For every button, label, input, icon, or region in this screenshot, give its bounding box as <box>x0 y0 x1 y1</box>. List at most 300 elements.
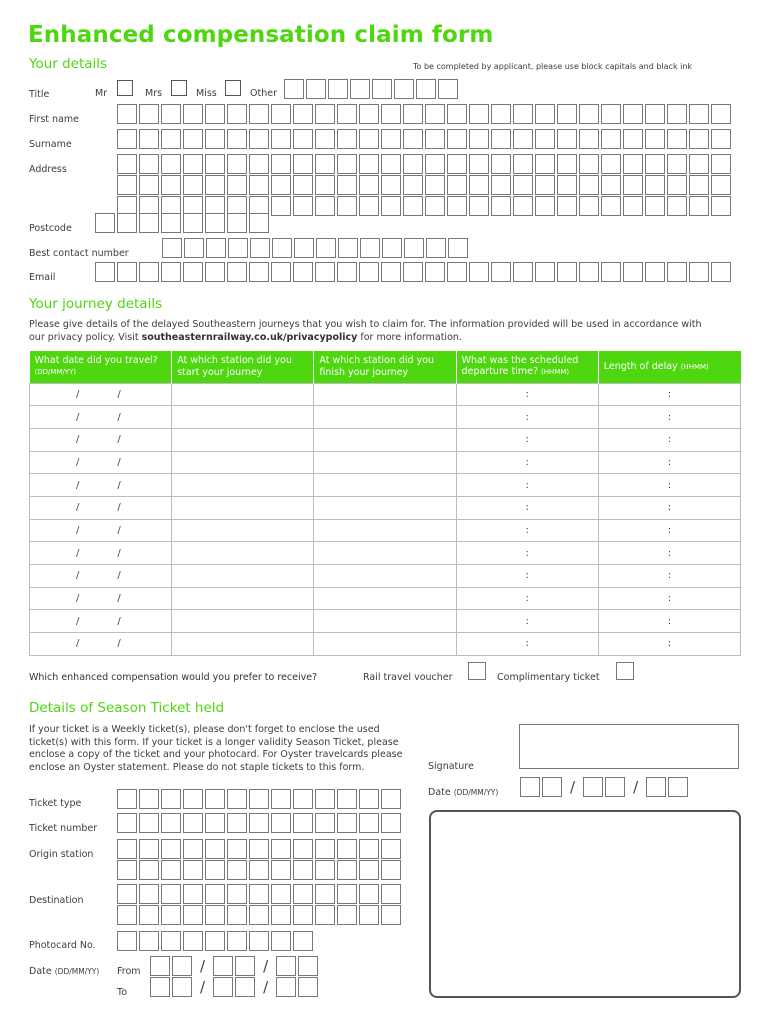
departure-time-cell[interactable]: : <box>456 383 598 406</box>
char-box[interactable] <box>227 813 247 833</box>
char-box[interactable] <box>689 262 709 282</box>
char-box[interactable] <box>579 104 599 124</box>
char-box[interactable] <box>117 813 137 833</box>
char-box[interactable] <box>293 860 313 880</box>
start-station-cell[interactable] <box>172 587 314 610</box>
char-box[interactable] <box>249 905 269 925</box>
char-box[interactable] <box>667 104 687 124</box>
char-box[interactable] <box>359 175 379 195</box>
char-box[interactable] <box>513 175 533 195</box>
char-box[interactable] <box>469 175 489 195</box>
char-box[interactable] <box>425 129 445 149</box>
voucher-checkbox[interactable] <box>468 662 486 680</box>
char-box[interactable] <box>535 129 555 149</box>
char-box[interactable] <box>293 813 313 833</box>
char-box[interactable] <box>689 129 709 149</box>
char-box[interactable] <box>359 129 379 149</box>
char-box[interactable] <box>206 238 226 258</box>
char-box[interactable] <box>235 956 255 976</box>
start-station-cell[interactable] <box>172 474 314 497</box>
start-station-cell[interactable] <box>172 633 314 656</box>
char-box[interactable] <box>139 175 159 195</box>
char-box[interactable] <box>227 104 247 124</box>
destination-line-2[interactable] <box>117 905 401 925</box>
char-box[interactable] <box>583 777 603 797</box>
char-box[interactable] <box>605 777 625 797</box>
char-box[interactable] <box>601 154 621 174</box>
char-box[interactable] <box>235 977 255 997</box>
travel-date-cell[interactable]: / / <box>30 496 172 519</box>
char-box[interactable] <box>205 905 225 925</box>
char-box[interactable] <box>205 884 225 904</box>
char-box[interactable] <box>315 154 335 174</box>
start-station-cell[interactable] <box>172 451 314 474</box>
char-box[interactable] <box>601 129 621 149</box>
char-box[interactable] <box>469 129 489 149</box>
char-box[interactable] <box>271 931 291 951</box>
char-box[interactable] <box>249 884 269 904</box>
char-box[interactable] <box>337 905 357 925</box>
char-box[interactable] <box>668 777 688 797</box>
start-station-cell[interactable] <box>172 519 314 542</box>
char-box[interactable] <box>298 956 318 976</box>
delay-cell[interactable]: : <box>598 451 740 474</box>
char-box[interactable] <box>95 262 115 282</box>
title-other-field[interactable] <box>284 79 458 99</box>
signature-date-field[interactable] <box>520 777 688 797</box>
char-box[interactable] <box>249 129 269 149</box>
char-box[interactable] <box>372 79 392 99</box>
char-box[interactable] <box>535 196 555 216</box>
char-box[interactable] <box>394 79 414 99</box>
privacy-link[interactable]: southeasternrailway.co.uk/privacypolicy <box>141 331 358 343</box>
char-box[interactable] <box>117 789 137 809</box>
char-box[interactable] <box>139 789 159 809</box>
char-box[interactable] <box>117 129 137 149</box>
char-box[interactable] <box>227 839 247 859</box>
travel-date-cell[interactable]: / / <box>30 610 172 633</box>
char-box[interactable] <box>645 129 665 149</box>
char-box[interactable] <box>117 905 137 925</box>
char-box[interactable] <box>667 175 687 195</box>
title-mrs-checkbox[interactable] <box>171 80 187 96</box>
char-box[interactable] <box>139 884 159 904</box>
char-box[interactable] <box>448 238 468 258</box>
finish-station-cell[interactable] <box>314 496 456 519</box>
char-box[interactable] <box>359 154 379 174</box>
char-box[interactable] <box>491 104 511 124</box>
departure-time-cell[interactable]: : <box>456 451 598 474</box>
delay-cell[interactable]: : <box>598 587 740 610</box>
char-box[interactable] <box>117 154 137 174</box>
char-box[interactable] <box>293 789 313 809</box>
char-box[interactable] <box>337 129 357 149</box>
char-box[interactable] <box>645 175 665 195</box>
travel-date-cell[interactable]: / / <box>30 428 172 451</box>
char-box[interactable] <box>359 860 379 880</box>
char-box[interactable] <box>557 129 577 149</box>
departure-time-cell[interactable]: : <box>456 496 598 519</box>
char-box[interactable] <box>95 213 115 233</box>
char-box[interactable] <box>183 104 203 124</box>
char-box[interactable] <box>271 839 291 859</box>
char-box[interactable] <box>227 213 247 233</box>
delay-cell[interactable]: : <box>598 496 740 519</box>
char-box[interactable] <box>294 238 314 258</box>
complimentary-checkbox[interactable] <box>616 662 634 680</box>
char-box[interactable] <box>381 262 401 282</box>
char-box[interactable] <box>315 262 335 282</box>
char-box[interactable] <box>213 977 233 997</box>
char-box[interactable] <box>328 79 348 99</box>
char-box[interactable] <box>711 104 731 124</box>
char-box[interactable] <box>315 860 335 880</box>
finish-station-cell[interactable] <box>314 519 456 542</box>
char-box[interactable] <box>469 196 489 216</box>
char-box[interactable] <box>404 238 424 258</box>
char-box[interactable] <box>447 262 467 282</box>
char-box[interactable] <box>623 104 643 124</box>
char-box[interactable] <box>425 262 445 282</box>
char-box[interactable] <box>249 860 269 880</box>
char-box[interactable] <box>623 175 643 195</box>
char-box[interactable] <box>205 789 225 809</box>
char-box[interactable] <box>284 79 304 99</box>
char-box[interactable] <box>645 154 665 174</box>
char-box[interactable] <box>689 196 709 216</box>
travel-date-cell[interactable]: / / <box>30 383 172 406</box>
char-box[interactable] <box>382 238 402 258</box>
finish-station-cell[interactable] <box>314 587 456 610</box>
char-box[interactable] <box>425 196 445 216</box>
char-box[interactable] <box>276 977 296 997</box>
travel-date-cell[interactable]: / / <box>30 633 172 656</box>
char-box[interactable] <box>249 789 269 809</box>
title-miss-checkbox[interactable] <box>225 80 241 96</box>
char-box[interactable] <box>205 129 225 149</box>
char-box[interactable] <box>667 262 687 282</box>
departure-time-cell[interactable]: : <box>456 633 598 656</box>
char-box[interactable] <box>689 175 709 195</box>
char-box[interactable] <box>425 175 445 195</box>
char-box[interactable] <box>381 839 401 859</box>
char-box[interactable] <box>315 175 335 195</box>
email-field[interactable] <box>95 262 731 282</box>
start-station-cell[interactable] <box>172 428 314 451</box>
char-box[interactable] <box>535 104 555 124</box>
char-box[interactable] <box>381 104 401 124</box>
char-box[interactable] <box>183 931 203 951</box>
char-box[interactable] <box>557 175 577 195</box>
char-box[interactable] <box>271 175 291 195</box>
char-box[interactable] <box>293 839 313 859</box>
finish-station-cell[interactable] <box>314 451 456 474</box>
delay-cell[interactable]: : <box>598 383 740 406</box>
char-box[interactable] <box>403 104 423 124</box>
char-box[interactable] <box>438 79 458 99</box>
char-box[interactable] <box>623 262 643 282</box>
travel-date-cell[interactable]: / / <box>30 451 172 474</box>
char-box[interactable] <box>315 839 335 859</box>
char-box[interactable] <box>293 129 313 149</box>
char-box[interactable] <box>228 238 248 258</box>
delay-cell[interactable]: : <box>598 519 740 542</box>
char-box[interactable] <box>227 905 247 925</box>
char-box[interactable] <box>306 79 326 99</box>
char-box[interactable] <box>667 129 687 149</box>
char-box[interactable] <box>579 262 599 282</box>
char-box[interactable] <box>315 813 335 833</box>
char-box[interactable] <box>298 977 318 997</box>
char-box[interactable] <box>117 839 137 859</box>
char-box[interactable] <box>425 154 445 174</box>
char-box[interactable] <box>249 931 269 951</box>
char-box[interactable] <box>205 860 225 880</box>
photocard-field[interactable] <box>117 931 313 951</box>
char-box[interactable] <box>161 213 181 233</box>
first-name-field[interactable] <box>117 104 731 124</box>
char-box[interactable] <box>271 104 291 124</box>
departure-time-cell[interactable]: : <box>456 474 598 497</box>
char-box[interactable] <box>359 884 379 904</box>
char-box[interactable] <box>403 175 423 195</box>
char-box[interactable] <box>403 262 423 282</box>
char-box[interactable] <box>117 175 137 195</box>
departure-time-cell[interactable]: : <box>456 519 598 542</box>
char-box[interactable] <box>183 860 203 880</box>
char-box[interactable] <box>183 839 203 859</box>
start-station-cell[interactable] <box>172 610 314 633</box>
char-box[interactable] <box>557 196 577 216</box>
char-box[interactable] <box>535 262 555 282</box>
char-box[interactable] <box>557 154 577 174</box>
char-box[interactable] <box>447 129 467 149</box>
char-box[interactable] <box>513 262 533 282</box>
char-box[interactable] <box>667 196 687 216</box>
delay-cell[interactable]: : <box>598 406 740 429</box>
char-box[interactable] <box>359 813 379 833</box>
char-box[interactable] <box>646 777 666 797</box>
char-box[interactable] <box>161 905 181 925</box>
char-box[interactable] <box>601 175 621 195</box>
char-box[interactable] <box>205 213 225 233</box>
delay-cell[interactable]: : <box>598 633 740 656</box>
char-box[interactable] <box>161 813 181 833</box>
char-box[interactable] <box>645 262 665 282</box>
departure-time-cell[interactable]: : <box>456 610 598 633</box>
char-box[interactable] <box>337 839 357 859</box>
char-box[interactable] <box>623 196 643 216</box>
departure-time-cell[interactable]: : <box>456 587 598 610</box>
char-box[interactable] <box>447 175 467 195</box>
char-box[interactable] <box>359 905 379 925</box>
char-box[interactable] <box>447 196 467 216</box>
char-box[interactable] <box>557 262 577 282</box>
address-line-1[interactable] <box>117 154 731 174</box>
char-box[interactable] <box>337 813 357 833</box>
char-box[interactable] <box>359 196 379 216</box>
ticket-number-field[interactable] <box>117 813 401 833</box>
origin-line-1[interactable] <box>117 839 401 859</box>
char-box[interactable] <box>535 154 555 174</box>
char-box[interactable] <box>161 789 181 809</box>
finish-station-cell[interactable] <box>314 610 456 633</box>
char-box[interactable] <box>469 262 489 282</box>
travel-date-cell[interactable]: / / <box>30 565 172 588</box>
char-box[interactable] <box>249 213 269 233</box>
char-box[interactable] <box>205 175 225 195</box>
char-box[interactable] <box>227 262 247 282</box>
char-box[interactable] <box>381 813 401 833</box>
delay-cell[interactable]: : <box>598 428 740 451</box>
char-box[interactable] <box>172 956 192 976</box>
char-box[interactable] <box>183 175 203 195</box>
char-box[interactable] <box>271 789 291 809</box>
char-box[interactable] <box>542 777 562 797</box>
char-box[interactable] <box>535 175 555 195</box>
char-box[interactable] <box>711 154 731 174</box>
char-box[interactable] <box>689 154 709 174</box>
char-box[interactable] <box>205 154 225 174</box>
finish-station-cell[interactable] <box>314 428 456 451</box>
destination-line-1[interactable] <box>117 884 401 904</box>
char-box[interactable] <box>249 104 269 124</box>
char-box[interactable] <box>139 213 159 233</box>
char-box[interactable] <box>491 175 511 195</box>
char-box[interactable] <box>337 884 357 904</box>
char-box[interactable] <box>315 196 335 216</box>
char-box[interactable] <box>601 104 621 124</box>
char-box[interactable] <box>250 238 270 258</box>
char-box[interactable] <box>381 154 401 174</box>
char-box[interactable] <box>227 884 247 904</box>
char-box[interactable] <box>117 884 137 904</box>
char-box[interactable] <box>491 154 511 174</box>
char-box[interactable] <box>161 154 181 174</box>
char-box[interactable] <box>227 789 247 809</box>
char-box[interactable] <box>623 129 643 149</box>
char-box[interactable] <box>139 813 159 833</box>
char-box[interactable] <box>205 931 225 951</box>
char-box[interactable] <box>491 262 511 282</box>
char-box[interactable] <box>293 905 313 925</box>
char-box[interactable] <box>227 860 247 880</box>
ticket-type-field[interactable] <box>117 789 401 809</box>
char-box[interactable] <box>667 154 687 174</box>
char-box[interactable] <box>403 154 423 174</box>
char-box[interactable] <box>315 884 335 904</box>
char-box[interactable] <box>161 860 181 880</box>
char-box[interactable] <box>161 262 181 282</box>
surname-field[interactable] <box>117 129 731 149</box>
char-box[interactable] <box>381 129 401 149</box>
char-box[interactable] <box>293 196 313 216</box>
char-box[interactable] <box>227 175 247 195</box>
char-box[interactable] <box>139 154 159 174</box>
origin-line-2[interactable] <box>117 860 401 880</box>
postcode-field[interactable] <box>95 213 269 233</box>
char-box[interactable] <box>227 931 247 951</box>
char-box[interactable] <box>205 839 225 859</box>
char-box[interactable] <box>359 104 379 124</box>
char-box[interactable] <box>249 262 269 282</box>
delay-cell[interactable]: : <box>598 542 740 565</box>
finish-station-cell[interactable] <box>314 383 456 406</box>
finish-station-cell[interactable] <box>314 633 456 656</box>
char-box[interactable] <box>150 977 170 997</box>
char-box[interactable] <box>403 196 423 216</box>
char-box[interactable] <box>513 104 533 124</box>
char-box[interactable] <box>711 196 731 216</box>
char-box[interactable] <box>117 104 137 124</box>
start-station-cell[interactable] <box>172 383 314 406</box>
char-box[interactable] <box>469 104 489 124</box>
char-box[interactable] <box>276 956 296 976</box>
travel-date-cell[interactable]: / / <box>30 519 172 542</box>
signature-box[interactable] <box>519 724 739 769</box>
char-box[interactable] <box>139 905 159 925</box>
char-box[interactable] <box>579 175 599 195</box>
char-box[interactable] <box>183 213 203 233</box>
char-box[interactable] <box>205 813 225 833</box>
char-box[interactable] <box>213 956 233 976</box>
travel-date-cell[interactable]: / / <box>30 406 172 429</box>
char-box[interactable] <box>491 196 511 216</box>
char-box[interactable] <box>513 196 533 216</box>
char-box[interactable] <box>161 931 181 951</box>
char-box[interactable] <box>271 813 291 833</box>
char-box[interactable] <box>337 175 357 195</box>
char-box[interactable] <box>139 129 159 149</box>
char-box[interactable] <box>271 262 291 282</box>
char-box[interactable] <box>183 262 203 282</box>
char-box[interactable] <box>359 839 379 859</box>
char-box[interactable] <box>161 129 181 149</box>
char-box[interactable] <box>139 104 159 124</box>
char-box[interactable] <box>139 262 159 282</box>
char-box[interactable] <box>227 154 247 174</box>
char-box[interactable] <box>381 789 401 809</box>
char-box[interactable] <box>520 777 540 797</box>
start-station-cell[interactable] <box>172 496 314 519</box>
char-box[interactable] <box>183 789 203 809</box>
char-box[interactable] <box>381 175 401 195</box>
char-box[interactable] <box>315 789 335 809</box>
char-box[interactable] <box>601 196 621 216</box>
char-box[interactable] <box>117 213 137 233</box>
char-box[interactable] <box>447 154 467 174</box>
char-box[interactable] <box>249 839 269 859</box>
char-box[interactable] <box>271 860 291 880</box>
address-line-2[interactable] <box>117 175 731 195</box>
char-box[interactable] <box>271 884 291 904</box>
char-box[interactable] <box>689 104 709 124</box>
char-box[interactable] <box>579 196 599 216</box>
char-box[interactable] <box>227 129 247 149</box>
char-box[interactable] <box>447 104 467 124</box>
char-box[interactable] <box>416 79 436 99</box>
char-box[interactable] <box>557 104 577 124</box>
char-box[interactable] <box>205 104 225 124</box>
char-box[interactable] <box>293 931 313 951</box>
char-box[interactable] <box>271 154 291 174</box>
contact-number-field[interactable] <box>162 238 468 258</box>
char-box[interactable] <box>315 104 335 124</box>
departure-time-cell[interactable]: : <box>456 565 598 588</box>
char-box[interactable] <box>315 129 335 149</box>
delay-cell[interactable]: : <box>598 565 740 588</box>
char-box[interactable] <box>249 154 269 174</box>
